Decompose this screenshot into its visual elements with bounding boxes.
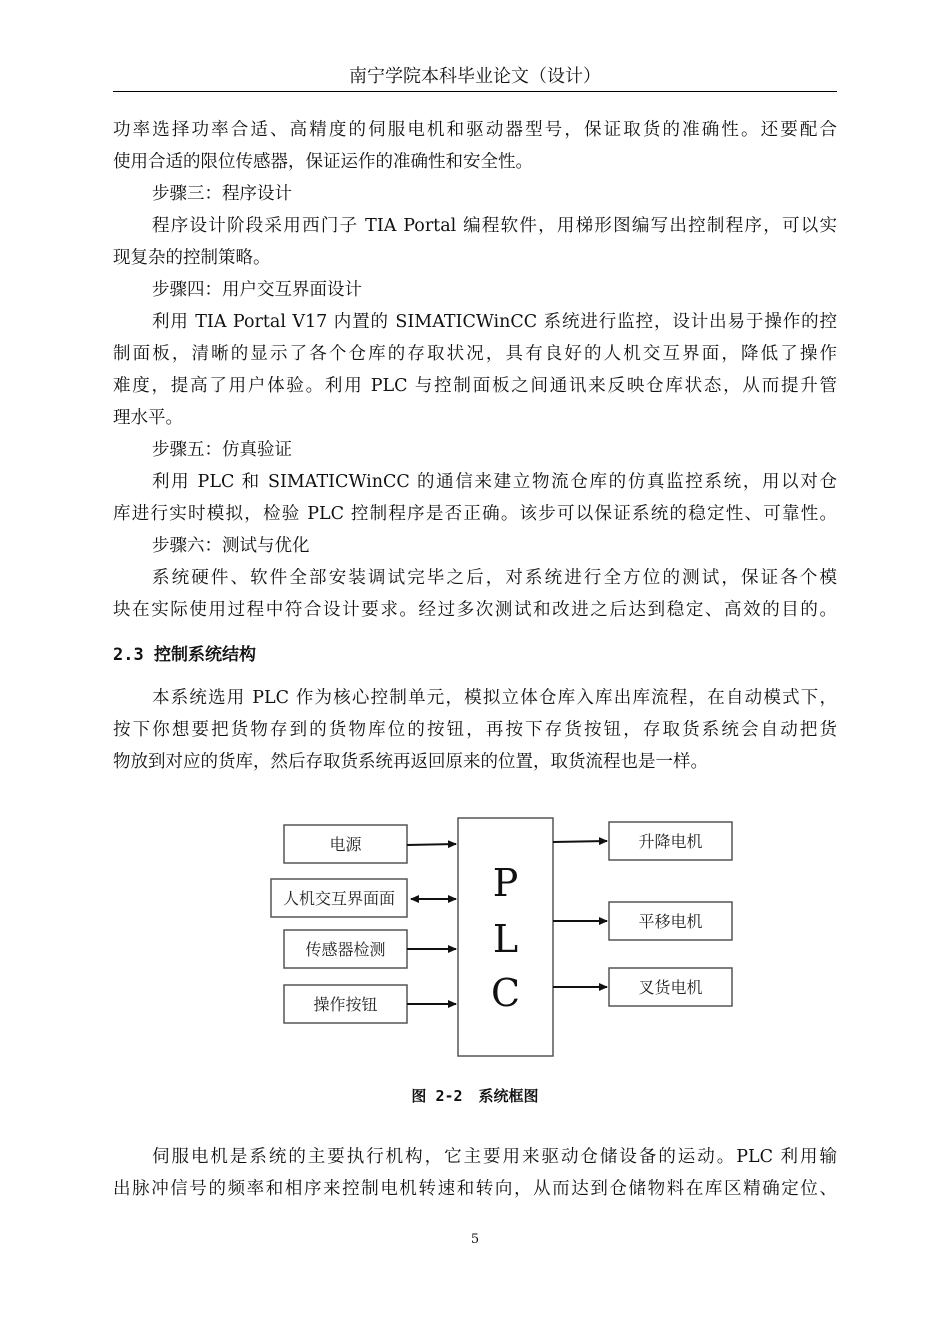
body-line: 使用合适的限位传感器，保证运作的准确性和安全性。: [113, 152, 533, 172]
body-line: 制面板，清晰的显示了各个仓库的存取状况，具有良好的人机交互界面，降低了操作: [113, 344, 837, 364]
page-number: 5: [470, 1232, 480, 1247]
arrow-power-to-plc: [407, 844, 456, 845]
body-line: 理水平。: [113, 408, 183, 428]
arrow-plc-to-lift-motor: [553, 841, 607, 842]
figure-number: 图 2-2: [411, 1087, 463, 1105]
system-block-diagram: [268, 812, 738, 1062]
step-heading: 步骤四：用户交互界面设计: [152, 280, 362, 300]
body-line: 块在实际使用过程中符合设计要求。经过多次测试和改进之后达到稳定、高效的目的。: [113, 600, 837, 620]
body-line: 物放到对应的货库，然后存取货系统再返回原来的位置，取货流程也是一样。: [113, 752, 708, 772]
body-line: 功率选择功率合适、高精度的伺服电机和驱动器型号，保证取货的准确性。还要配合: [113, 120, 837, 140]
step-heading: 步骤三：程序设计: [152, 184, 292, 204]
figure-title: 系统框图: [478, 1087, 539, 1105]
body-line: 本系统选用 PLC 作为核心控制单元，模拟立体仓库入库出库流程，在自动模式下，: [152, 688, 837, 708]
input-label-sensor: 传感器检测: [305, 940, 386, 959]
output-label-traverse-motor: 平移电机: [638, 912, 703, 931]
page-header: 南宁学院本科毕业论文（设计）: [349, 66, 601, 87]
body-line: 难度，提高了用户体验。利用 PLC 与控制面板之间通讯来反映仓库状态，从而提升管: [113, 376, 837, 396]
body-line: 伺服电机是系统的主要执行机构，它主要用来驱动仓储设备的运动。PLC 利用输: [152, 1147, 837, 1167]
input-label-hmi: 人机交互界面面: [282, 889, 396, 908]
body-line: 出脉冲信号的频率和相序来控制电机转速和转向，从而达到仓储物料在库区精确定位、: [113, 1179, 837, 1199]
body-line: 现复杂的控制策略。: [113, 248, 271, 268]
input-label-button: 操作按钮: [313, 995, 378, 1014]
output-label-lift-motor: 升降电机: [638, 832, 703, 851]
plc-letter-c: C: [490, 971, 521, 1015]
body-line: 利用 TIA Portal V17 内置的 SIMATICWinCC 系统进行监控，设计出易于操作的控: [152, 312, 837, 332]
plc-letter-p: P: [492, 861, 519, 905]
body-line: 按下你想要把货物存到的货物库位的按钮，再按下存货按钮，存取货系统会自动把货: [113, 720, 837, 740]
body-line: 利用 PLC 和 SIMATICWinCC 的通信来建立物流仓库的仿真监控系统，用以对仓: [152, 472, 837, 492]
body-line: 程序设计阶段采用西门子 TIA Portal 编程软件，用梯形图编写出控制程序，可以实: [152, 216, 837, 236]
figure-caption: [0, 1083, 950, 1109]
step-heading: 步骤五：仿真验证: [152, 440, 292, 460]
plc-letter-l: L: [492, 917, 519, 961]
input-label-power: 电源: [329, 835, 362, 854]
section-heading: 2.3 控制系统结构: [113, 645, 256, 665]
body-line: 库进行实时模拟，检验 PLC 控制程序是否正确。该步可以保证系统的稳定性、可靠性。: [113, 504, 837, 524]
output-label-fork-motor: 叉货电机: [638, 978, 703, 997]
step-heading: 步骤六：测试与优化: [152, 536, 310, 556]
body-line: 系统硬件、软件全部安装调试完毕之后，对系统进行全方位的测试，保证各个模: [152, 568, 837, 588]
header-rule: [113, 91, 837, 92]
